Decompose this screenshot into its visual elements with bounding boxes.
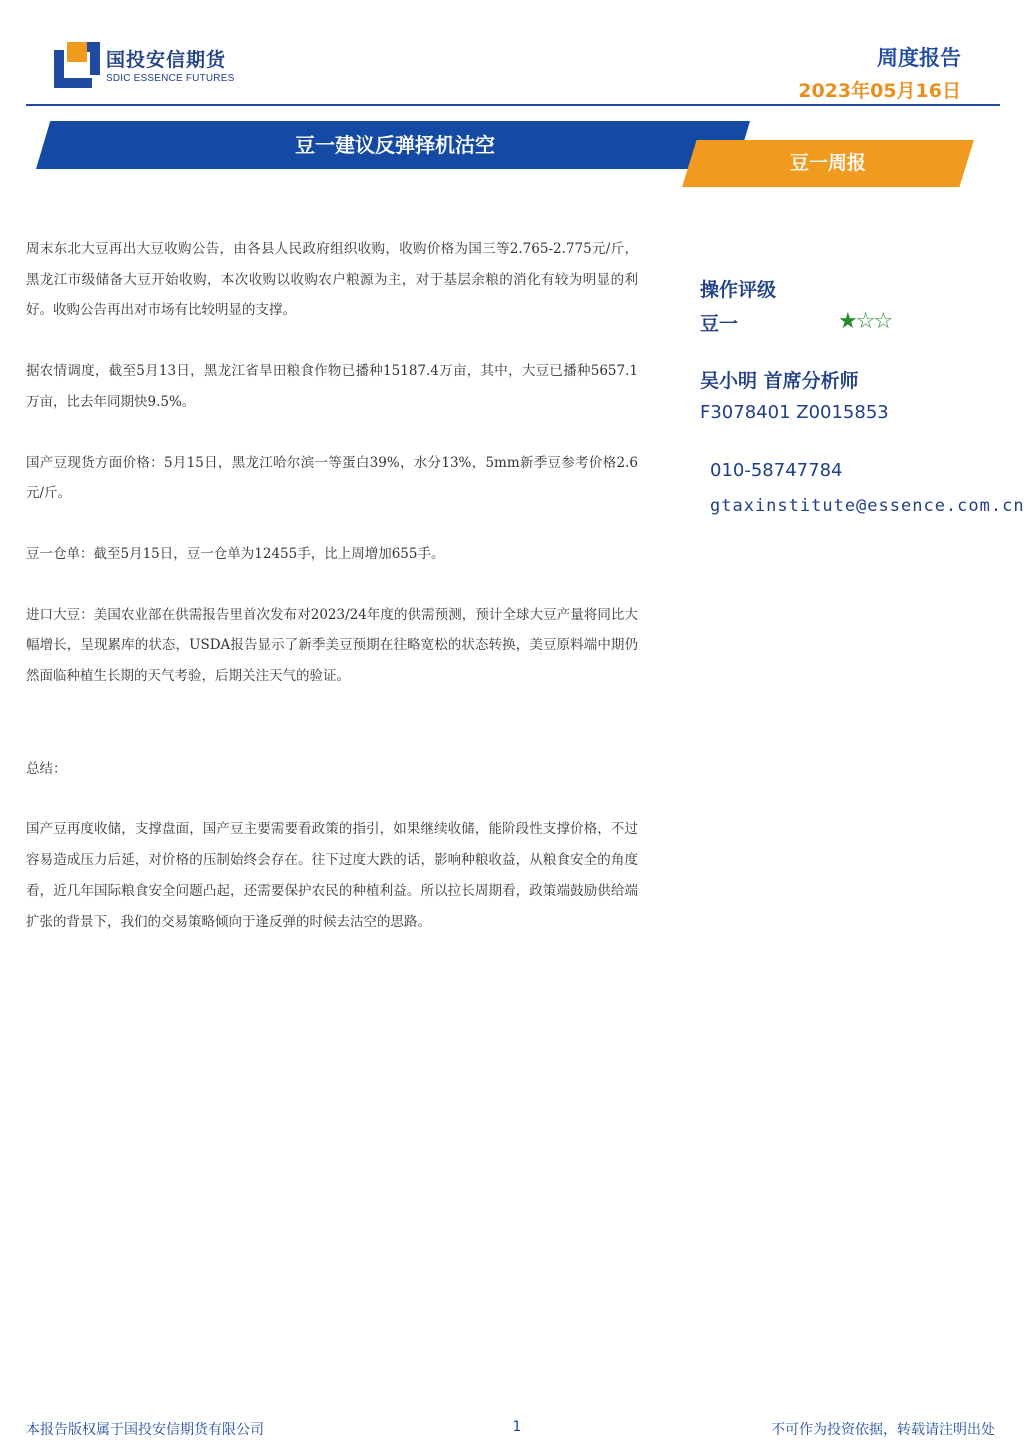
analyst-name: 吴小明 首席分析师 [700, 370, 859, 392]
paragraph: 据农情调度，截至5月13日，黑龙江省旱田粮食作物已播种15187.4万亩，其中，大豆已播种5657.1万亩，比去年同期快9.5%。 [26, 363, 638, 410]
footer-copyright: 本报告版权属于国投安信期货有限公司 [26, 1422, 264, 1438]
report-body [26, 234, 638, 937]
footer-disclaimer: 不可作为投资依据，转载请注明出处 [771, 1422, 995, 1438]
summary-label: 总结： [26, 760, 67, 777]
paragraph: 国产豆现货方面价格：5月15日，黑龙江哈尔滨一等蛋白39%，水分13%，5mm新季豆参考价格2.6元/斤。 [26, 454, 638, 502]
report-title: 豆一建议反弹择机沽空 [295, 133, 495, 157]
summary-text: 国产豆再度收储，支撑盘面，国产豆主要需要看政策的指引，如果继续收储，能阶段性支撑价格，不过容易造成压力后延，对价格的压制始终会存在。往下过度大跌的话，影响种粮收益，从粮食安全的角度看，近几年国际粮食安全问题凸起，还需要保护农民的种植利益。所以拉长周期看，政策端鼓励供给端扩张的背景下，我们的交易策略倾向于逢反弹的时候去沽空的思路。 [26, 821, 638, 930]
rating-stars-icon: ★☆☆ [838, 309, 892, 334]
page-number: 1 [512, 1419, 522, 1435]
company-name [106, 49, 234, 85]
contact-phone: 010-58747784 [710, 460, 843, 481]
report-type: 周度报告 [877, 46, 961, 70]
rating-heading: 操作评级 [700, 279, 777, 301]
paragraph: 进口大豆：美国农业部在供需报告里首次发布对2023/24年度的供需预测，预计全球大豆产量将同比大幅增长，呈现累库的状态，USDA报告显示了新季美豆预期在往略宽松的状态转换，美豆原料端中期仍然面临种植生长期的天气考验，后期关注天气的验证。 [26, 606, 638, 685]
company-name-cn: 国投安信期货 [106, 49, 227, 71]
report-tag: 豆一周报 [789, 152, 866, 174]
report-date: 2023年05月16日 [798, 80, 961, 102]
paragraph: 豆一仓单：截至5月15日，豆一仓单为12455手，比上周增加655手。 [26, 545, 445, 562]
rating-product: 豆一 [700, 313, 739, 335]
analyst-license: F3078401 Z0015853 [700, 402, 889, 423]
paragraph: 周末东北大豆再出大豆收购公告，由各县人民政府组织收购，收购价格为国三等2.765-2.775元/斤，黑龙江市级储备大豆开始收购，本次收购以收购农户粮源为主，对于基层余粮的消化有较为明显的利好。收购公告再出对市场有比较明显的支撑。 [26, 241, 638, 319]
header-divider [26, 104, 1000, 106]
contact-email[interactable]: gtaxinstitute@essence.com.cn [710, 496, 1025, 516]
company-logo [54, 42, 100, 88]
company-name-en: SDIC ESSENCE FUTURES [106, 73, 235, 84]
